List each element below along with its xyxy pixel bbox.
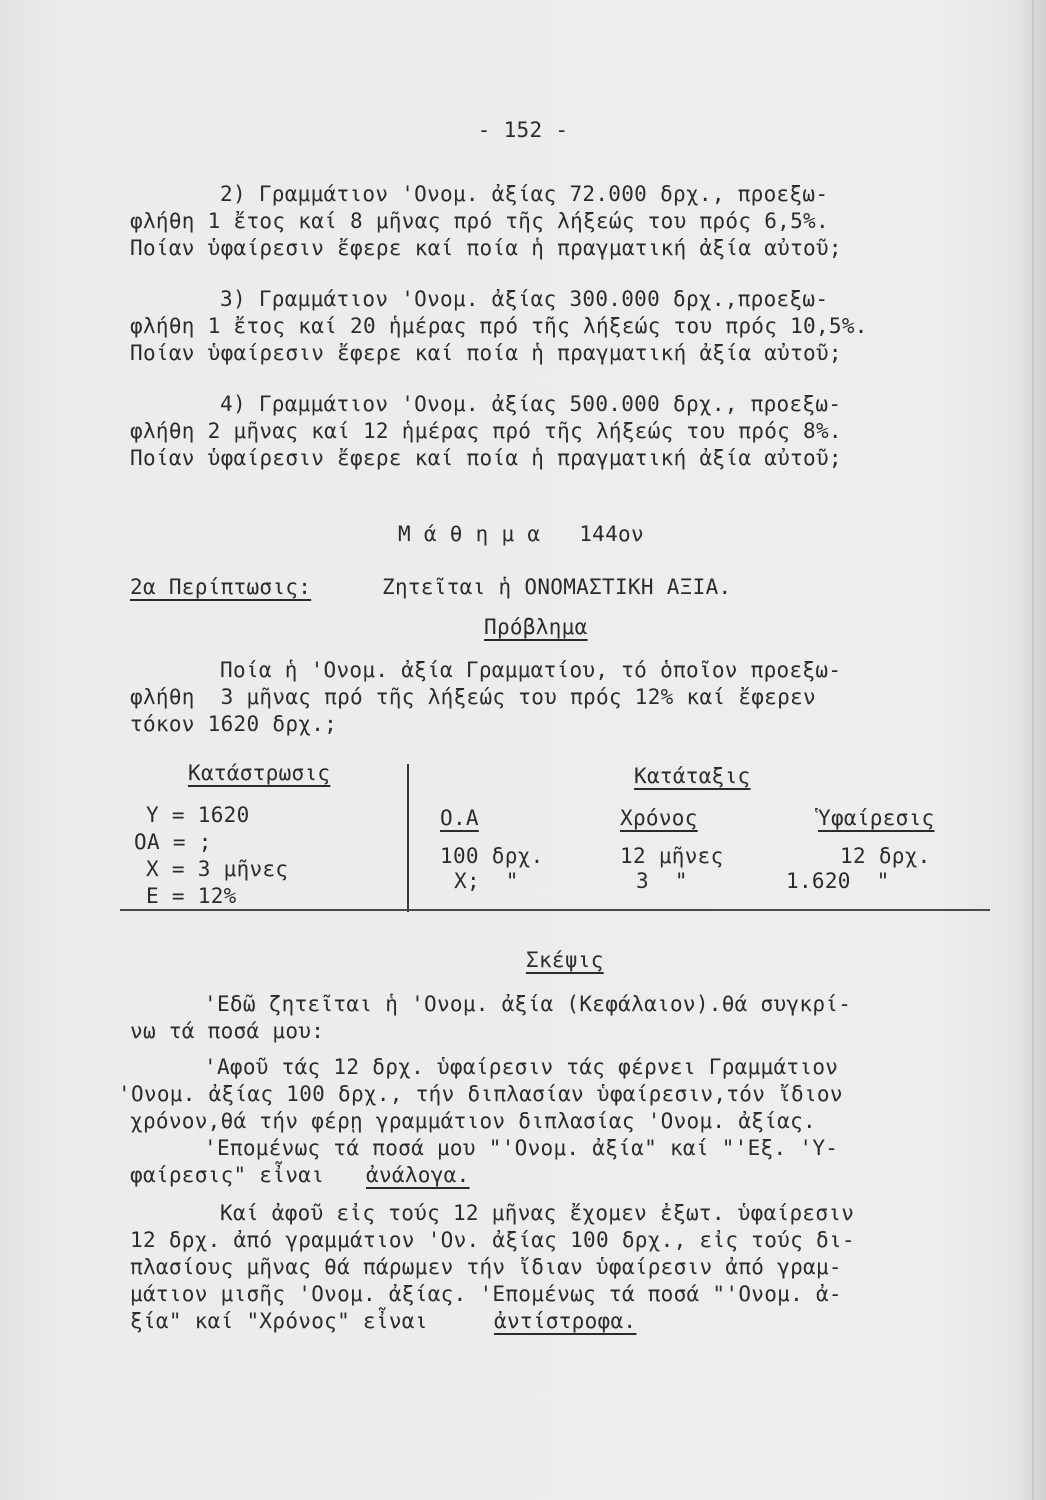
- page-edge: [1032, 0, 1034, 1500]
- exercise-3-line-3: Ποίαν ὑφαίρεσιν ἔφερε καί ποία ἡ πραγματική ἀξία αὐτοῦ;: [130, 341, 842, 365]
- reasoning-p4-line-3: πλασίους μῆνας θά πάρωμεν τήν ἴδιαν ὑφαίρεσιν ἀπό γραμ-: [130, 1255, 842, 1279]
- arrangement-heading: Κατάταξις: [634, 764, 751, 788]
- reasoning-p3-line-2a: φαίρεσις" εἶναι: [130, 1163, 338, 1187]
- reasoning-p3-line-1: 'Επομένως τά ποσά μου "'Ονομ. ἀξία" καί "'Εξ. 'Υ-: [204, 1136, 839, 1160]
- table-bottom-rule: [120, 909, 990, 911]
- arrangement-header-time: Χρόνος: [620, 806, 698, 830]
- exercise-4-line-2: φλήθη 2 μῆνας καί 12 ἡμέρας πρό τῆς λήξεώς του πρός 8%.: [130, 419, 842, 443]
- table-vertical-rule: [407, 764, 409, 912]
- reasoning-p4-line-2: 12 δρχ. ἀπό γραμμάτιον 'Ον. ἀξίας 100 δρχ., εἰς τούς δι-: [130, 1228, 855, 1252]
- reasoning-p4-line-5a: ξία" καί "Χρόνος" εἶναι: [130, 1309, 441, 1333]
- setup-row: Ε = 12%: [146, 884, 237, 908]
- case-text: Ζητεῖται ἡ ΟΝΟΜΑΣΤΙΚΗ ΑΞΙΑ.: [382, 575, 732, 599]
- reasoning-p2-line-3: χρόνον,θά τήν φέρῃ γραμμάτιον διπλασίας 'Ονομ. ἀξίας.: [130, 1109, 816, 1133]
- exercise-3-line-1: 3) Γραμμάτιον 'Ονομ. ἀξίας 300.000 δρχ.,προεξω-: [220, 287, 829, 311]
- reasoning-p2-line-2: 'Ονομ. ἀξίας 100 δρχ., τήν διπλασίαν ὑφαίρεσιν,τόν ἴδιον: [118, 1082, 843, 1106]
- reasoning-p4-line-1: Καί ἀφοῦ εἰς τούς 12 μῆνας ἔχομεν ἐξωτ. ὑφαίρεσιν: [220, 1201, 855, 1225]
- problem-line-3: τόκον 1620 δρχ.;: [130, 712, 338, 736]
- arrangement-header-discount: Ὑφαίρεσις: [818, 806, 935, 830]
- problem-line-2: φλήθη 3 μῆνας πρό τῆς λήξεώς του πρός 12% καί ἔφερεν: [130, 685, 816, 709]
- exercise-3-line-2: φλήθη 1 ἔτος καί 20 ἡμέρας πρό τῆς λήξεώς του πρός 10,5%.: [130, 314, 868, 338]
- arrangement-cell: 12 δρχ.: [840, 844, 931, 868]
- exercise-4-line-3: Ποίαν ὑφαίρεσιν ἔφερε καί ποία ἡ πραγματική ἀξία αὐτοῦ;: [130, 446, 842, 470]
- problem-line-1: Ποία ἡ 'Ονομ. ἀξία Γραμματίου, τό ὁποῖον προεξω-: [220, 658, 842, 682]
- setup-row: Χ = 3 μῆνες: [146, 857, 289, 881]
- arrangement-cell: 100 δρχ.: [440, 844, 544, 868]
- exercise-2-line-3: Ποίαν ὑφαίρεσιν ἔφερε καί ποία ἡ πραγματική ἀξία αὐτοῦ;: [130, 236, 842, 260]
- lesson-title: Μ ά θ η μ α 144ον: [398, 522, 644, 546]
- reasoning-proportional: ἀνάλογα.: [366, 1163, 470, 1187]
- exercise-4-line-1: 4) Γραμμάτιον 'Ονομ. ἀξίας 500.000 δρχ., προεξω-: [220, 392, 842, 416]
- arrangement-cell: 1.620 ": [786, 869, 890, 893]
- reasoning-inverse: ἀντίστροφα.: [494, 1309, 637, 1333]
- reasoning-heading: Σκέψις: [526, 948, 604, 972]
- arrangement-cell: 12 μῆνες: [620, 844, 724, 868]
- reasoning-p2-line-1: 'Αφοῦ τάς 12 δρχ. ὑφαίρεσιν τάς φέρνει Γραμμάτιον: [204, 1055, 839, 1079]
- setup-row: Υ = 1620: [146, 803, 250, 827]
- setup-heading: Κατάστρωσις: [188, 761, 331, 785]
- exercise-2-line-2: φλήθη 1 ἔτος καί 8 μῆνας πρό τῆς λήξεώς του πρός 6,5%.: [130, 209, 829, 233]
- problem-heading: Πρόβλημα: [484, 615, 588, 639]
- arrangement-cell: Χ; ": [454, 869, 519, 893]
- reasoning-p4-line-4: μάτιον μισῆς 'Ονομ. ἀξίας. 'Επομένως τά ποσά "'Ονομ. ἀ-: [130, 1282, 842, 1306]
- arrangement-cell: 3 ": [636, 869, 688, 893]
- case-label: 2α Περίπτωσις:: [130, 575, 312, 599]
- reasoning-p1-line-1: 'Εδῶ ζητεῖται ἡ 'Ονομ. ἀξία (Κεφάλαιον).θά συγκρί-: [204, 992, 852, 1016]
- reasoning-p1-line-2: νω τά ποσά μου:: [130, 1019, 325, 1043]
- page-number: - 152 -: [477, 118, 569, 142]
- arrangement-header-face-value: Ο.Α: [440, 806, 479, 830]
- exercise-2-line-1: 2) Γραμμάτιον 'Ονομ. ἀξίας 72.000 δρχ., προεξω-: [220, 182, 829, 206]
- setup-row: ΟΑ = ;: [134, 830, 212, 854]
